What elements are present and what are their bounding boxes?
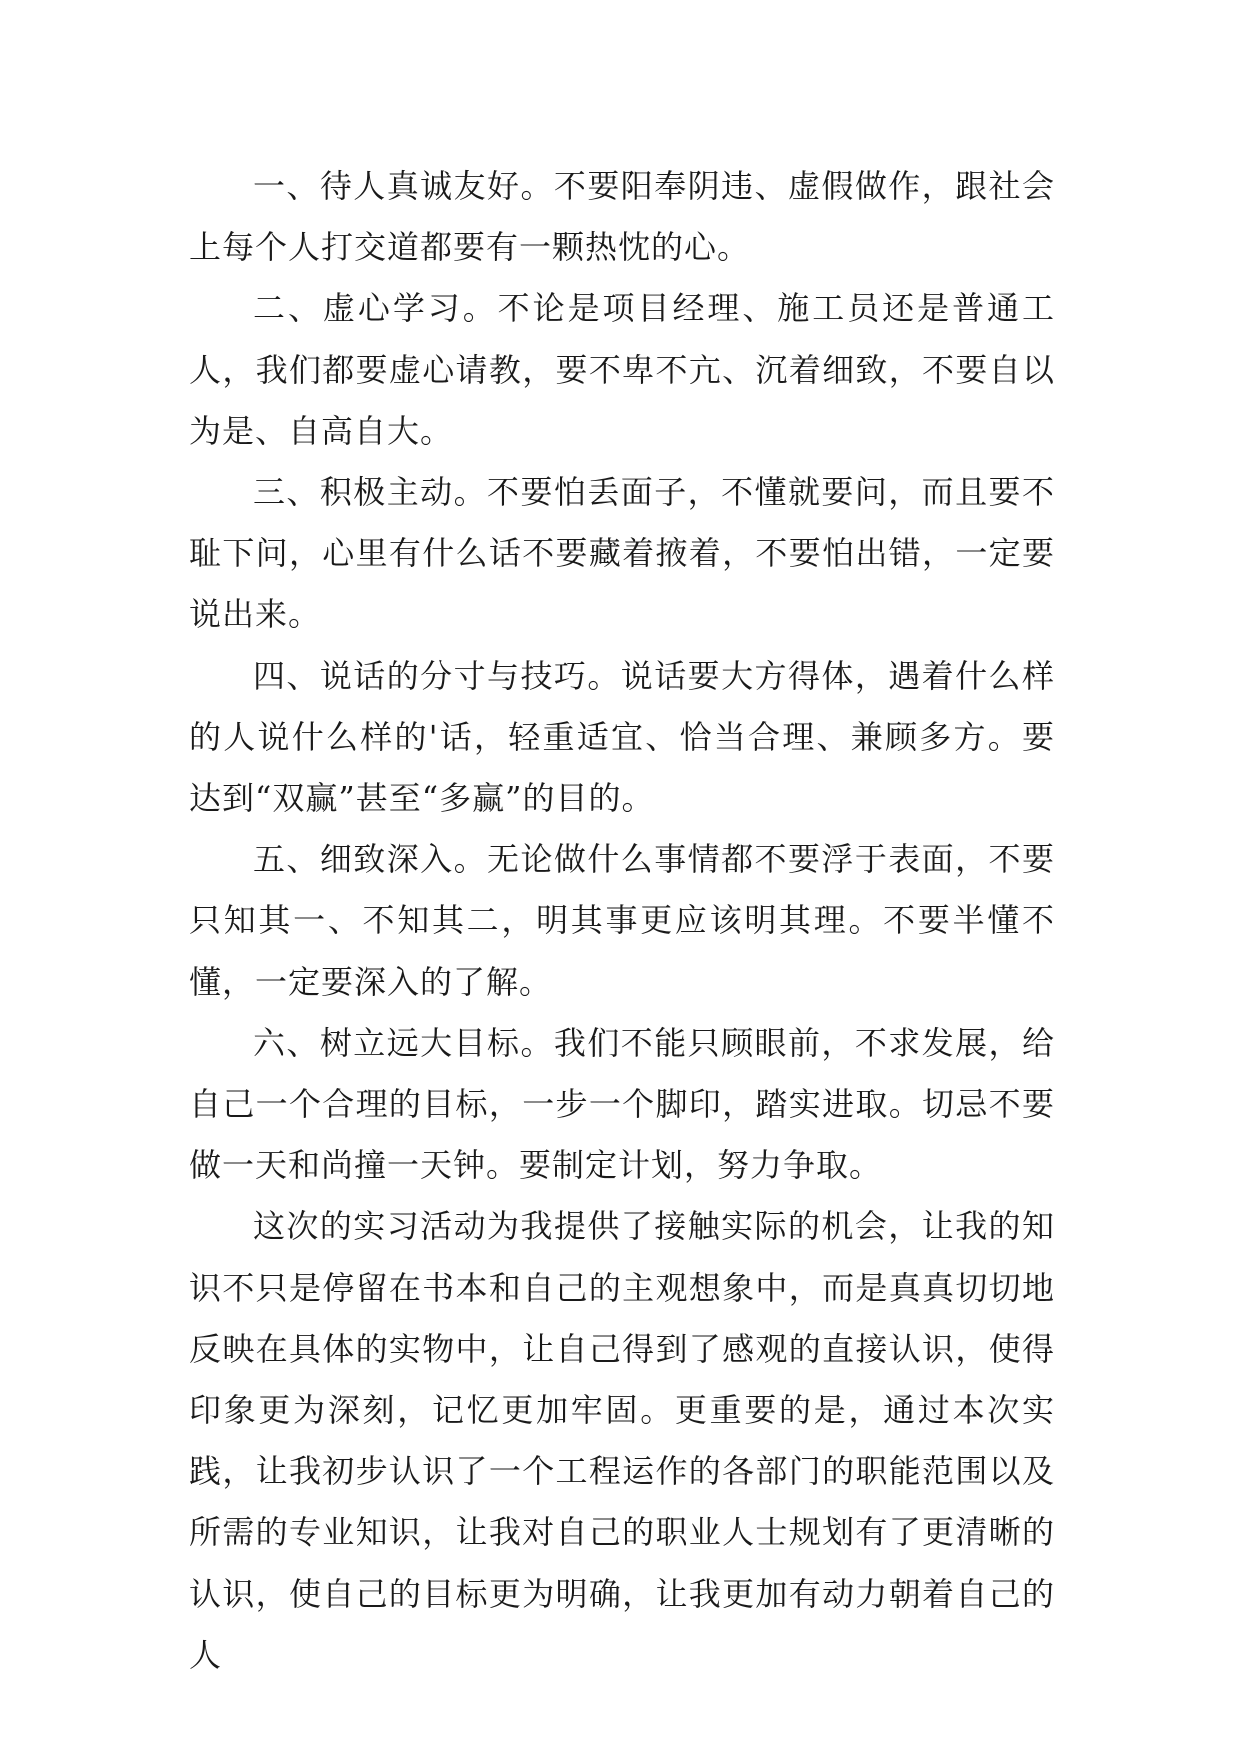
paragraph-be-proactive: 三、积极主动。不要怕丢面子，不懂就要问，而且要不耻下问，心里有什么话不要藏着掖着，不要怕出错，一定要说出来。 (189, 473, 1055, 634)
paragraph-be-thorough: 五、细致深入。无论做什么事情都不要浮于表面，不要只知其一、不知其二，明其事更应该明其理。不要半懂不懂，一定要深入的了解。 (189, 840, 1055, 1001)
paragraph-treat-people-sincerely: 一、待人真诚友好。不要阳奉阴违、虚假做作，跟社会上每个人打交道都要有一颗热忱的心。 (189, 167, 1055, 267)
paragraph-set-goals: 六、树立远大目标。我们不能只顾眼前，不求发展，给自己一个合理的目标，一步一个脚印，踏实进取。切忌不要做一天和尚撞一天钟。要制定计划，努力争取。 (189, 1023, 1055, 1185)
paragraph-learn-humbly: 二、虚心学习。不论是项目经理、施工员还是普通工人，我们都要虚心请教，要不卑不亢、沉着细致，不要自以为是、自高自大。 (189, 289, 1055, 450)
document-body (189, 156, 1055, 1686)
paragraph-internship-reflection: 这次的实习活动为我提供了接触实际的机会，让我的知识不只是停留在书本和自己的主观想象中，而是真真切切地反映在具体的实物中，让自己得到了感观的直接认识，使得印象更为深刻，记忆更加牢固。更重要的是，通过本次实践，让我初步认识了一个工程运作的各部门的职能范围以及所需的专业知识，让我对自己的职业人士规划有了更清晰的认识，使自己的目标更为明确，让我更加有动力朝着自己的人 (189, 1207, 1055, 1674)
paragraph-speaking-skills: 四、说话的分寸与技巧。说话要大方得体，遇着什么样的人说什么样的'话，轻重适宜、恰当合理、兼顾多方。要达到“双赢”甚至“多赢”的目的。 (189, 656, 1055, 818)
